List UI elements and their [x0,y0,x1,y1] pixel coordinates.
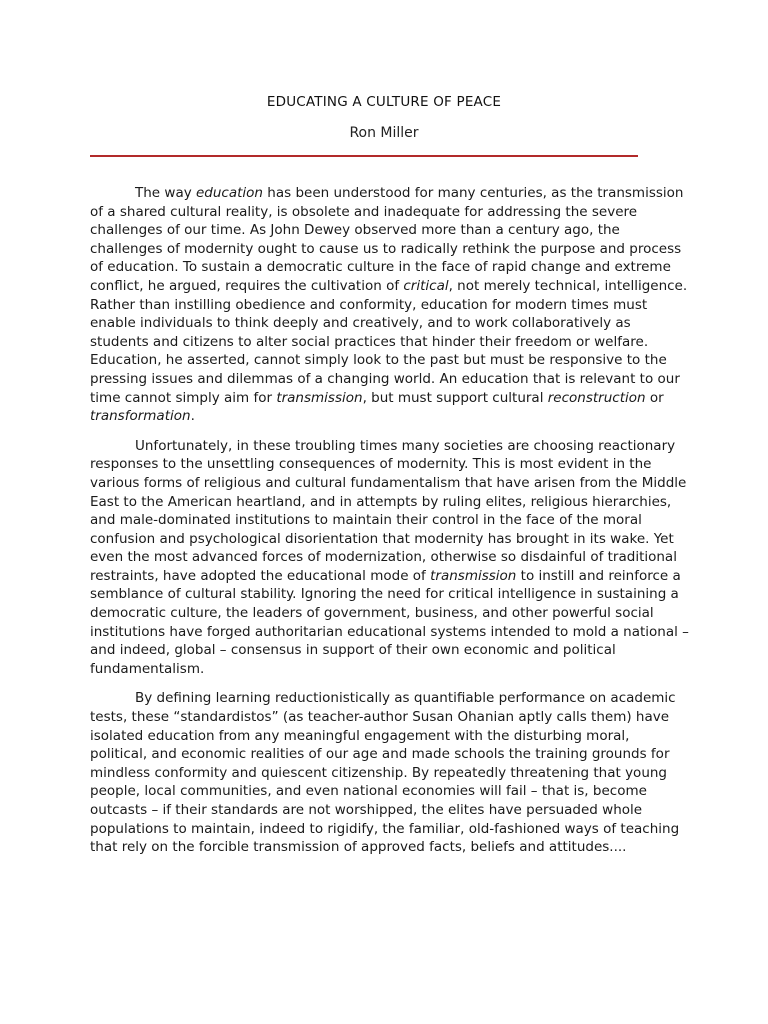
text-segment: or [645,389,664,406]
italic-text-segment: transmission [430,567,517,584]
document-body [90,184,690,868]
paragraph [90,437,690,679]
title-divider [90,155,638,157]
text-segment: Unfortunately, in these troubling times many societies are choosing reactionary responses to the unsettling consequences of modernity. This is most evident in the various forms of religious and cultural fundamentalism that have arisen from the Middle East to the American heartland, and in attempts by ruling elites, religious hierarchies, and male-dominated institutions to maintain their control in the face of the moral confusion and psychological disorientation that modernity has brought in its wake. Yet even the most advanced forces of modernization, otherwise so disdainful of traditional restraints, have adopted the educational mode of [90,437,687,584]
text-segment: By defining learning reductionistically as quantifiable performance on academic tests, these “standardistos” (as teacher-author Susan Ohanian aptly calls them) have isolated education from any meaningful engagement with the disturbing moral, political, and economic realities of our age and made schools the training grounds for mindless conformity and quiescent citizenship. By repeatedly threatening that young people, local communities, and even national economies will fail – that is, become outcasts – if their standards are not worshipped, the elites have persuaded whole populations to maintain, indeed to rigidify, the familiar, old-fashioned ways of teaching that rely on the forcible transmission of approved facts, beliefs and attitudes.... [90,690,680,856]
text-segment: , but must support cultural [362,389,548,406]
italic-text-segment: reconstruction [547,389,646,406]
text-segment: has been understood for many centuries, as the transmission of a shared cultural reality, is obsolete and inadequate for addressing the severe challenges of our time. As John Dewey observed more than a century ago, the challenges of modernity ought to cause us to radically rethink the purpose and process of education. To sustain a democratic culture in the face of rapid change and extreme conflict, he argued, requires the cultivation of [90,185,684,294]
text-segment: to instill and reinforce a semblance of cultural stability. Ignoring the need for critical intelligence in sustaining a democratic culture, the leaders of government, business, and other powerful social institutions have forged authoritarian educational systems intended to mold a national – and indeed, global – consensus in support of their own economic and political fundamentalism. [90,567,689,677]
text-segment: The way [135,185,196,201]
paragraph [90,184,690,426]
paragraph [90,689,690,856]
text-segment: , not merely technical, intelligence. Rather than instilling obedience and conformity, education for modern times must enable individuals to think deeply and creatively, and to work collaboratively as students and citizens to alter social practices that hinder their freedom or welfare. Education, he asserted, cannot simply look to the past but must be responsive to the pressing issues and dilemmas of a changing world. An education that is relevant to our time cannot simply aim for [90,277,688,406]
italic-text-segment: transformation [90,408,191,425]
italic-text-segment: education [196,185,263,201]
text-segment: . [190,408,195,425]
italic-text-segment: critical [403,277,449,294]
document-author: Ron Miller [349,125,419,141]
document-title: EDUCATING A CULTURE OF PEACE [266,94,502,110]
italic-text-segment: transmission [276,389,363,406]
